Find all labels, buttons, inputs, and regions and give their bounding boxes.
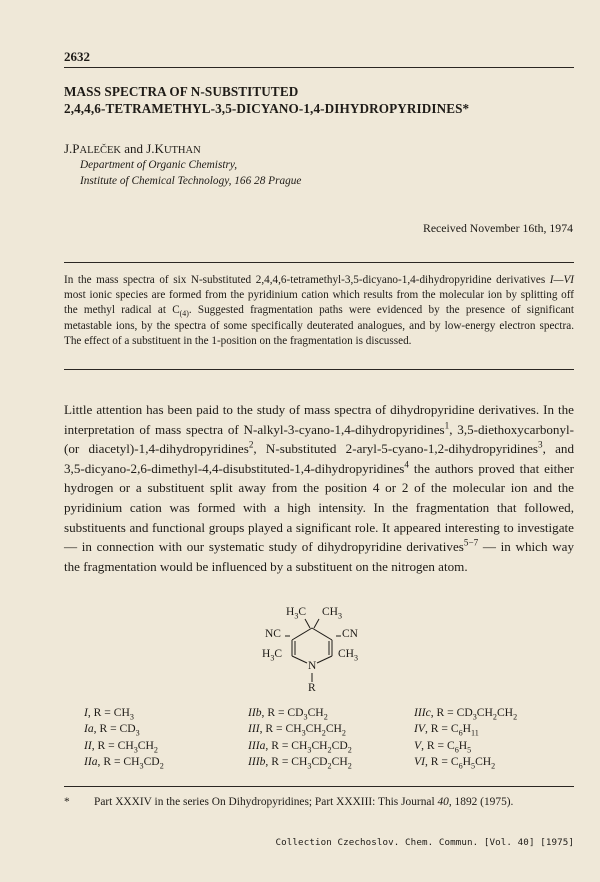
compound-label: IIa [84, 755, 98, 769]
compound-entry: VI, $R = C_6H_5CH_2$ [414, 755, 496, 771]
footnote-text-2: , 1892 (1975). [448, 796, 514, 808]
compound-entry: V, $R = C_6H_5$ [414, 738, 472, 755]
compound-label: V [414, 738, 422, 752]
body-text-3: , N-substituted 2-aryl-5-cyano-1,2-dihydropyridines [253, 441, 539, 457]
body-text-2: , 3,5-diethoxycarbonyl-(or diacetyl)-1,4-dihydropyridines [64, 421, 574, 457]
cyano-left: NC [265, 628, 281, 640]
compound-entry: IIa, $R = CH_3CD_2$ [84, 755, 164, 771]
structure-diagram [252, 606, 372, 696]
compound-list-col-3 [414, 705, 517, 771]
compound-formula: $C_6H_{11}$ [450, 722, 479, 738]
cyano-right: CN [342, 628, 358, 640]
methyl-top-right: $CH_3$ [322, 606, 343, 621]
methyl-bottom-left: $H_3C$ [262, 648, 283, 663]
compound-label: IV [414, 722, 425, 736]
reference-5-7: 5−7 [463, 537, 479, 548]
title-line-1: MASS SPECTRA OF N-SUBSTITUTED [64, 84, 299, 99]
methyl-bottom-right: $CH_3$ [338, 648, 359, 663]
compound-label: IIIc [414, 706, 431, 719]
abstract [64, 273, 574, 349]
compound-label: I [84, 706, 88, 719]
abstract-c-subscript: (4) [179, 309, 189, 319]
article-title [64, 83, 574, 117]
compound-formula: $C_6H_5$ [446, 738, 472, 755]
body-text-4: , and 3,5-dicyano-2,6-dimethyl-4,4-disubstituted-1,4-dihydropyridines [64, 441, 574, 476]
compound-label: IIIa [248, 738, 266, 752]
affiliation-line-1: Department of Organic Chemistry, [80, 159, 238, 171]
footnote-text [94, 796, 513, 808]
compound-entry: I, $R = CH_3$ [84, 706, 134, 722]
body-text-1: Little attention has been paid to the study of mass spectra of dihydropyridine derivatives. In the interpretation of mass spectra of N-alkyl-3-cyano-1,4-dihydropyridines [64, 402, 574, 437]
authors: J.PALEČEK and J.KUTHAN [64, 141, 201, 156]
abstract-part-2: most ionic species are formed from the pyridinium cation which results from the molecular ion by splitting off the methyl radical at C [64, 289, 574, 317]
abstract-part-1: In the mass spectra of six N-substituted 2,4,4,6-tetramethyl-3,5-dicyano-1,4-dihydropyridine derivatives [64, 274, 550, 286]
compound-label: Ia [84, 722, 94, 736]
compound-formula: $C_6H_5CH_2$ [450, 755, 496, 771]
compound-formula: $CH_3CH_2CD_2$ [291, 738, 352, 755]
ring-nitrogen: N [308, 660, 317, 672]
compound-formula: $CD_3$ [119, 722, 140, 738]
reference-2: 2 [248, 439, 254, 450]
reference-4: 4 [404, 459, 409, 470]
compound-entry: II, $R = CH_3CH_2$ [84, 738, 158, 755]
footnote-text-1: Part XXXIV in the series On Dihydropyridines; Part XXXIII: This Journal [94, 796, 438, 808]
compound-label: III [248, 722, 260, 736]
reference-3: 3 [538, 439, 543, 450]
abstract-bottom-rule [64, 369, 574, 370]
compound-formula: $CH_3CD_2$ [123, 755, 164, 771]
page-number: 2632 [64, 49, 90, 64]
compound-formula: $CH_3CH_2$ [117, 738, 158, 755]
compound-entry: IIb, $R = CD_3CH_2$ [248, 706, 328, 722]
affiliation-line-2: Institute of Chemical Technology, 166 28 Prague [80, 175, 302, 187]
compound-label: VI [414, 755, 425, 769]
footnote-rule [64, 786, 574, 787]
compound-formula: $CH_3CH_2CH_2$ [285, 722, 346, 738]
compound-formula: $CH_3$ [113, 706, 134, 722]
affiliation [80, 157, 301, 189]
substituent-r: R [308, 682, 316, 694]
compound-formula: $CD_3CH_2CH_2$ [456, 706, 518, 722]
compound-list-col-1 [84, 705, 164, 771]
compound-entry: IIIb, $R = CH_3CD_2CH_2$ [248, 755, 352, 771]
compound-label: II [84, 738, 92, 752]
received-date: Received November 16th, 1974 [422, 221, 573, 235]
methyl-top-left: $H_3C$ [286, 606, 307, 621]
body-text-6: — in which way the fragmentation would be influenced by a substituent on the nitrogen atom. [64, 539, 574, 574]
compound-label: IIb [248, 706, 262, 719]
compound-formula: $CD_3CH_2$ [287, 706, 328, 722]
compound-label: IIIb [248, 755, 266, 769]
footnote-volume: 40 [437, 796, 449, 808]
title-line-2: 2,4,4,6-TETRAMETHYL-3,5-DICYANO-1,4-DIHYDROPYRIDINES* [64, 101, 470, 116]
compound-formula: $CH_3CD_2CH_2$ [291, 755, 352, 771]
abstract-part-3: . Suggested fragmentation paths were evidenced by the presence of significant metastable ions, by the spectra of some specifically deuterated analogues, and by low-energy electron spectra. The effect of a substituent in the 1-position on the fragmentation is discussed. [64, 304, 574, 347]
body-paragraph [64, 400, 574, 576]
compound-entry: III, $R = CH_3CH_2CH_2$ [248, 722, 346, 738]
compound-entry: IIIc, $R = CD_3CH_2CH_2$ [414, 706, 518, 722]
compound-entry: IV, $R = C_6H_{11}$ [414, 722, 479, 738]
reference-1: 1 [444, 420, 450, 431]
abstract-top-rule [64, 262, 574, 263]
compound-list-col-2 [248, 705, 352, 771]
abstract-compounds-range: I—VI [549, 274, 574, 286]
compound-entry: IIIa, $R = CH_3CH_2CD_2$ [248, 738, 352, 755]
compound-entry: Ia, $R = CD_3$ [84, 722, 140, 738]
header-rule [64, 67, 574, 68]
journal-citation: Collection Czechoslov. Chem. Commun. [Vol. 40] [1975] [275, 837, 574, 848]
body-text-5: the authors proved that either hydrogen or a substituent split away from the position 4 or 2 of the molecular ion and the pyridinium cation was formed with a high intensity. In the fragmentation that followed, substituents and functional groups played a significant role. It appeared interesting to investigate — in connection with our systematic study of dihydropyridine derivatives [64, 460, 574, 555]
footnote-marker: * [64, 796, 70, 808]
